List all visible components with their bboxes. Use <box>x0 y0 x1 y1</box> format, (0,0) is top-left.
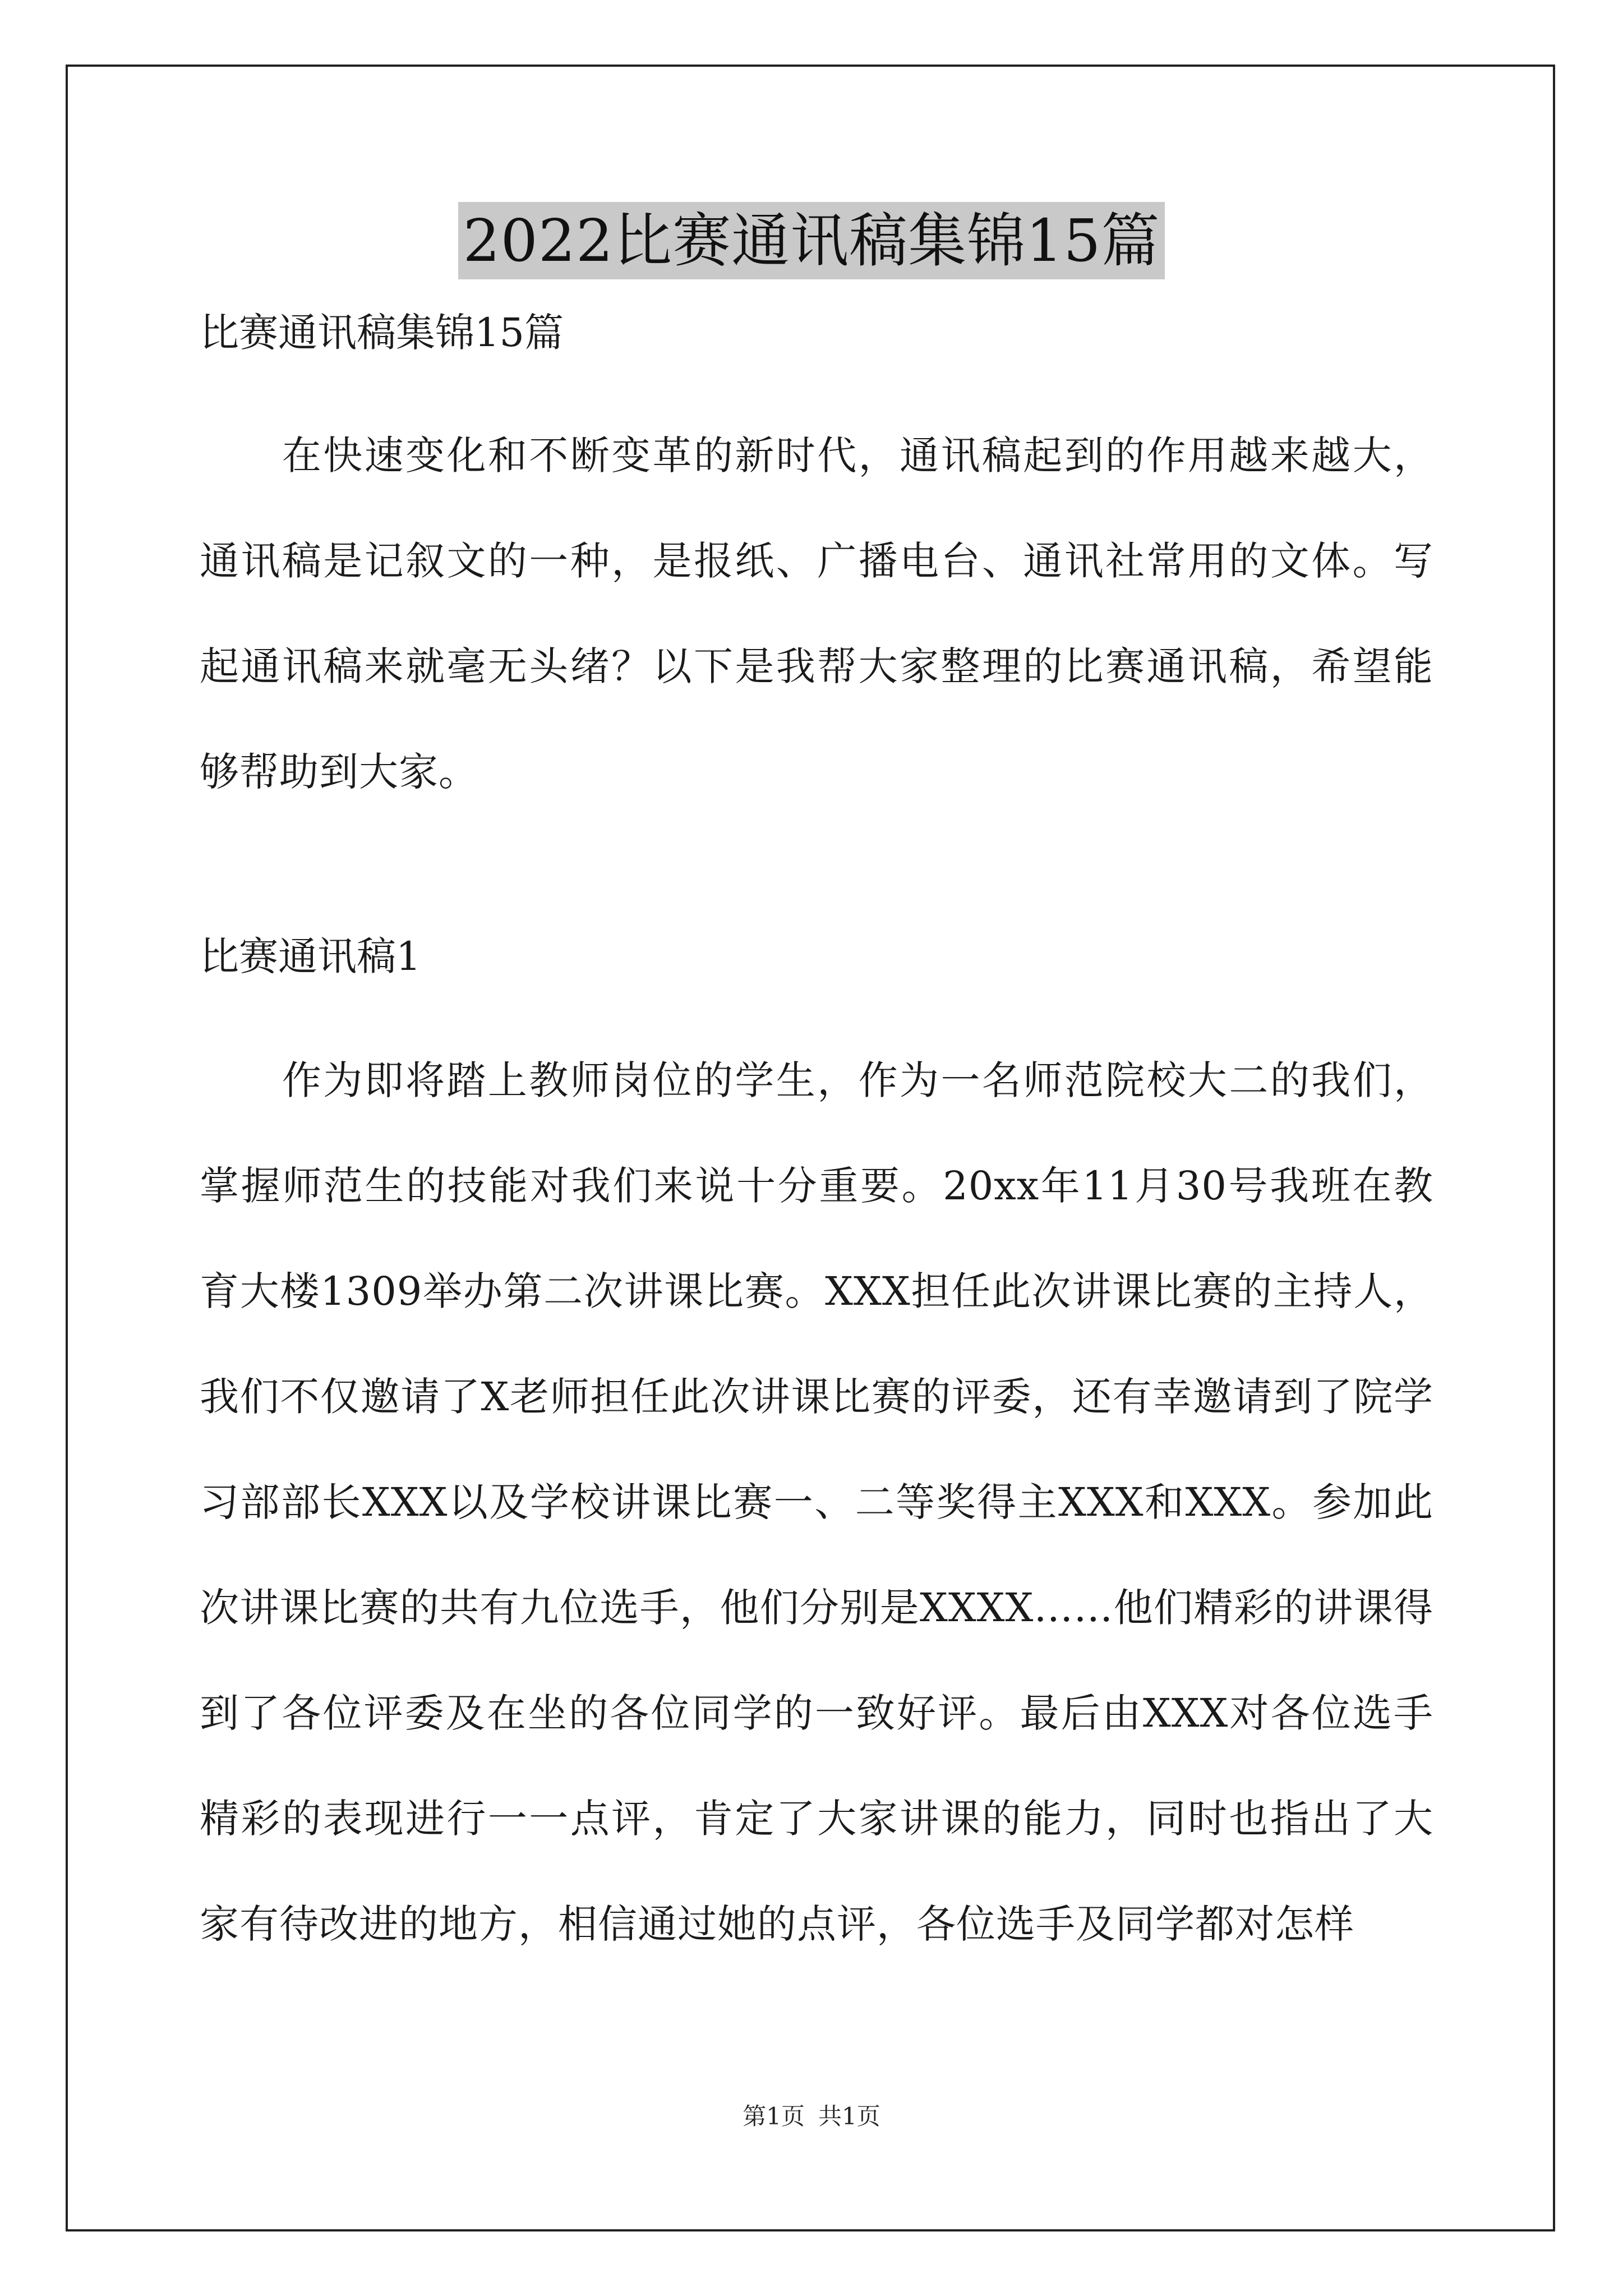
document-title: 2022比赛通讯稿集锦15篇 <box>458 202 1164 279</box>
document-subtitle: 比赛通讯稿集锦15篇 <box>200 310 564 356</box>
intro-paragraph: 在快速变化和不断变革的新时代，通讯稿起到的作用越来越大，通讯稿是记叙文的一种，是报纸、广播电台、通讯社常用的文体。写起通讯稿来就毫无头绪？以下是我帮大家整理的比赛通讯稿，希望能够帮助到大家。 <box>200 432 1433 795</box>
section-paragraph: 作为即将踏上教师岗位的学生，作为一名师范院校大二的我们，掌握师范生的技能对我们来说十分重要。20xx年11月30号我班在教育大楼1309举办第二次讲课比赛。XXX担任此次讲课比赛的主持人，我们不仅邀请了X老师担任此次讲课比赛的评委，还有幸邀请到了院学习部部长XXX以及学校讲课比赛一、二等奖得主XXX和XXX。参加此次讲课比赛的共有九位选手，他们分别是XXXX……他们精彩的讲课得到了各位评委及在坐的各位同学的一致好评。最后由XXX对各位选手精彩的表现进行一一点评，肯定了大家讲课的能力，同时也指出了大家有待改进的地方，相信通过她的点评，各位选手及同学都对怎样 <box>200 1057 1433 1947</box>
section-heading: 比赛通讯稿1 <box>200 933 421 979</box>
page-total: 共1页 <box>818 2102 880 2130</box>
document-body <box>200 307 1433 1977</box>
title-container <box>0 202 1623 279</box>
page-number: 第1页 <box>743 2102 805 2130</box>
page-footer <box>0 2101 1623 2132</box>
